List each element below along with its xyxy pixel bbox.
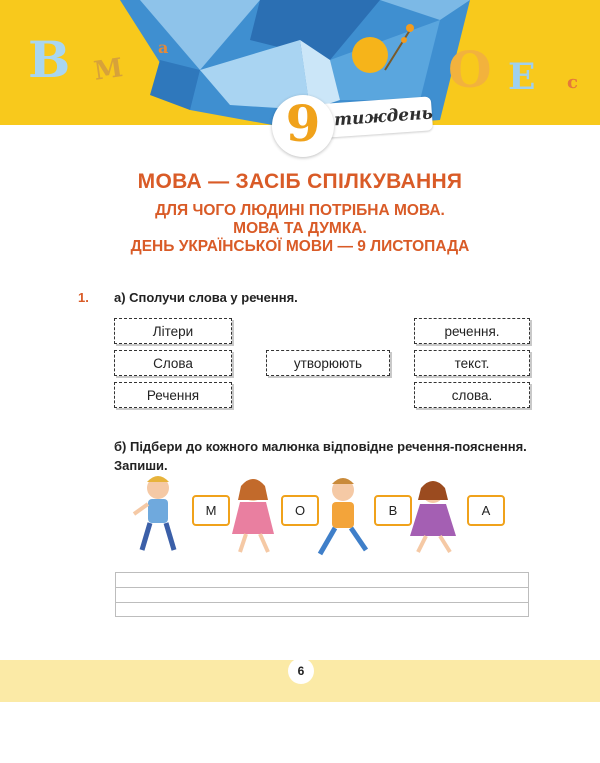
subtitle-3: ДЕНЬ УКРАЇНСЬКОЇ МОВИ — 9 ЛИСТОПАДА	[130, 238, 470, 255]
week-word: тиждень	[333, 103, 434, 131]
writing-line	[116, 587, 528, 588]
subtitle-2: МОВА ТА ДУМКА.	[233, 220, 367, 237]
right-word-box[interactable]: текст.	[414, 350, 530, 376]
left-word-box[interactable]: Літери	[114, 318, 232, 344]
subtitle-1: ДЛЯ ЧОГО ЛЮДИНІ ПОТРІБНА МОВА.	[155, 202, 445, 219]
left-word-box[interactable]: Слова	[114, 350, 232, 376]
letter-card-a: А	[467, 495, 505, 526]
letter-card-v: В	[374, 495, 412, 526]
task-number: 1.	[78, 290, 89, 305]
letter-card-o: О	[281, 495, 319, 526]
right-word-box[interactable]: слова.	[414, 382, 530, 408]
deco-letter-o: О	[448, 40, 492, 99]
writing-lines[interactable]	[115, 572, 529, 617]
letter-card-m: М	[192, 495, 230, 526]
deco-letter-a: а	[158, 38, 169, 57]
task-b-instruction: б) Підбери до кожного малюнка відповідне речення-пояснення. Запиши.	[114, 439, 527, 473]
right-word-box[interactable]: речення.	[414, 318, 530, 344]
deco-letter-s: с	[567, 72, 578, 93]
task-a-instruction: а) Сполучи слова у речення.	[114, 290, 298, 305]
page-number: 6	[288, 658, 314, 684]
deco-letter-e: Е	[508, 56, 536, 98]
deco-letter-m: М	[92, 53, 125, 87]
week-number: 9	[285, 94, 321, 153]
writing-line	[116, 602, 528, 603]
page-title: МОВА — ЗАСІБ СПІЛКУВАННЯ	[137, 170, 463, 193]
left-word-box[interactable]: Речення	[114, 382, 232, 408]
deco-letter-v: В	[28, 30, 71, 89]
middle-word-box[interactable]: утворюють	[266, 350, 390, 376]
